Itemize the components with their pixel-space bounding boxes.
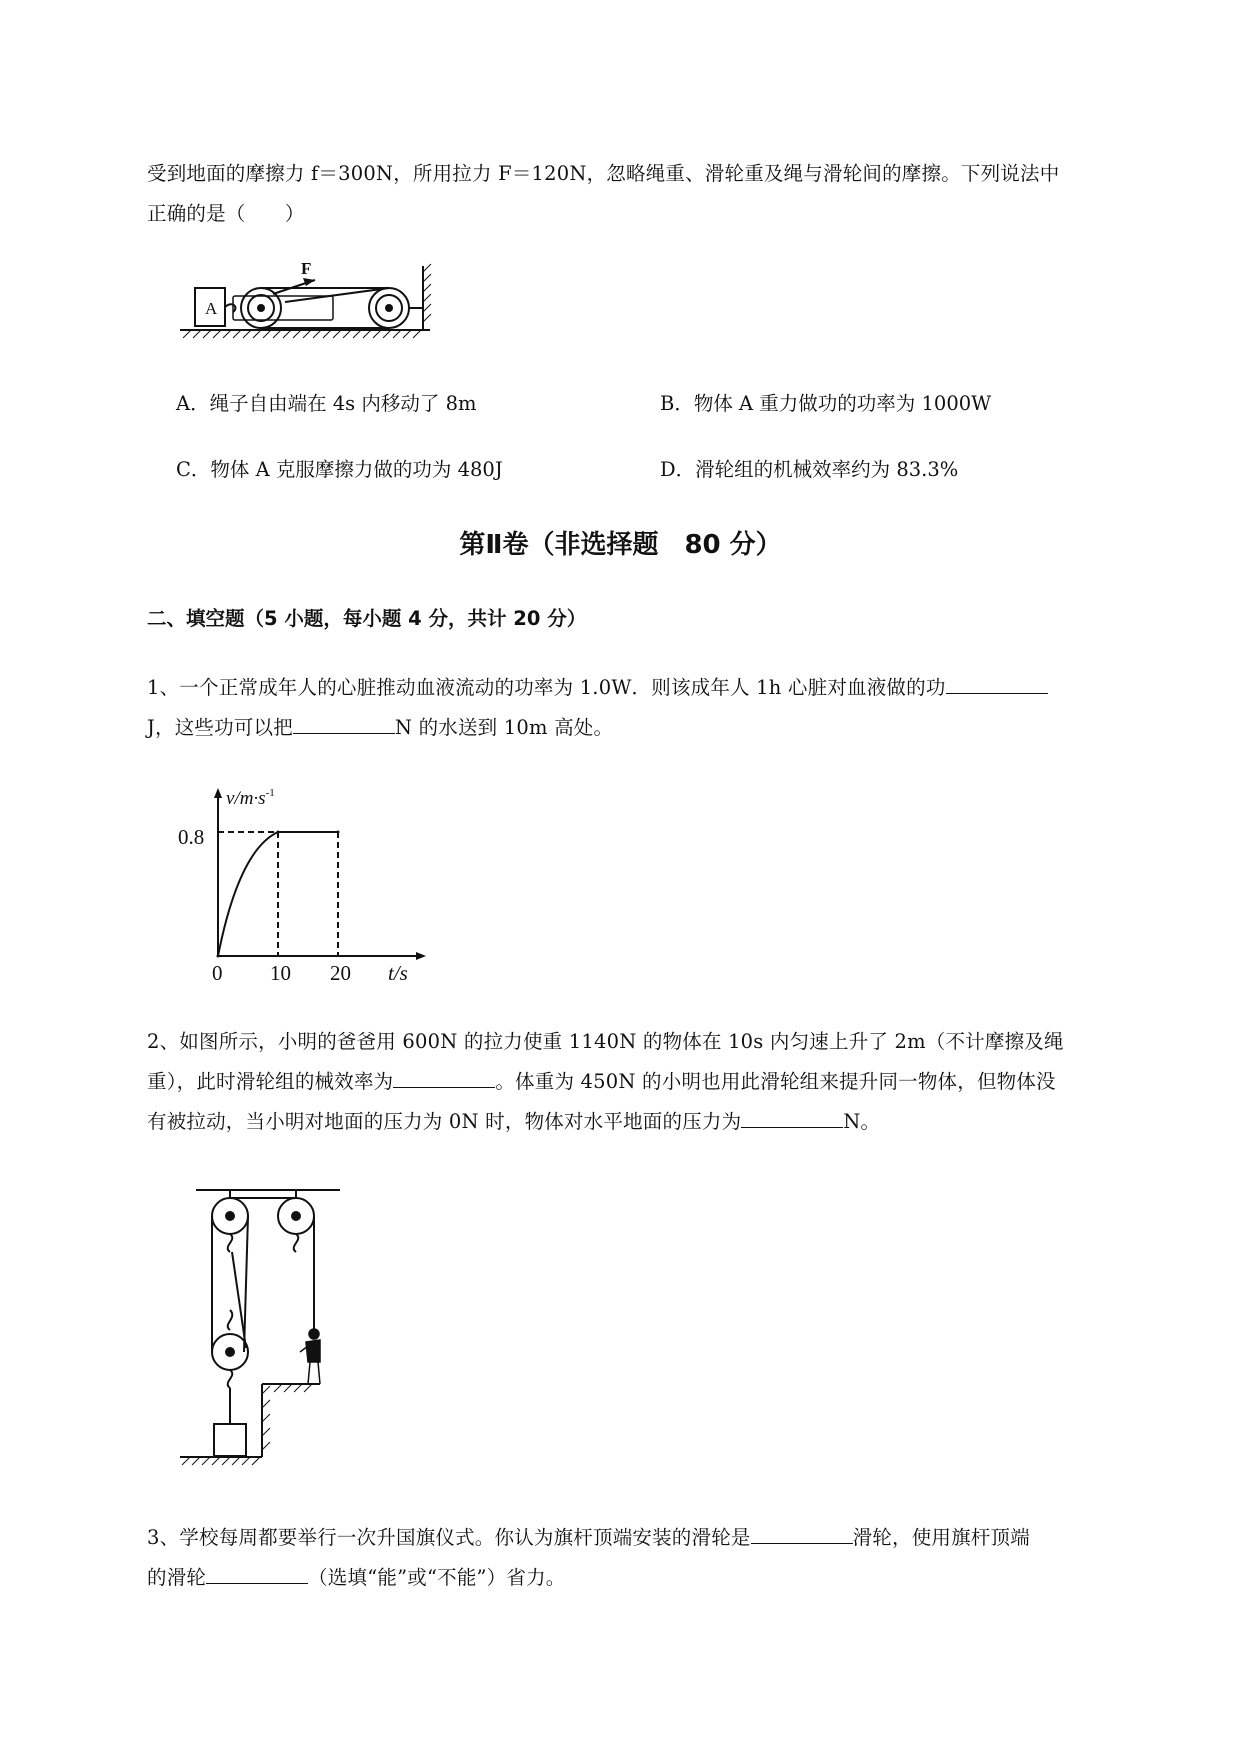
q1-text-2a: J，这些功可以把: [147, 716, 293, 739]
question-stem-line-2: 正确的是（ ）: [147, 202, 305, 225]
q2-text-3b: N。: [843, 1110, 881, 1133]
velocity-time-graph: [170, 782, 440, 985]
x-tick-label-0: 0: [212, 961, 223, 985]
data-point-10: [277, 831, 280, 834]
q2-blank-1[interactable]: [393, 1067, 495, 1088]
data-point-20: [337, 831, 340, 834]
option-a[interactable]: A．绳子自由端在 4s 内移动了 8m: [176, 392, 477, 415]
q2-text-2a: 重），此时滑轮组的械效率为: [147, 1070, 394, 1093]
velocity-curve-acceleration: [218, 832, 278, 956]
q2-line-2: [147, 1066, 1056, 1094]
q3-text-1b: 滑轮，使用旗杆顶端: [852, 1526, 1030, 1549]
q1-text-2b: N 的水送到 10m 高处。: [394, 716, 614, 739]
y-tick-label-0.8: 0.8: [178, 825, 205, 849]
q3-line-1: [147, 1522, 1030, 1550]
x-axis-arrow: [416, 952, 426, 960]
q3-blank-1[interactable]: [751, 1523, 853, 1544]
part-title: 二、填空题（5 小题，每小题 4 分，共计 20 分）: [147, 607, 587, 630]
q3-text-1a: 3、学校每周都要举行一次升国旗仪式。你认为旗杆顶端安装的滑轮是: [147, 1526, 751, 1549]
x-axis-label: t/s: [388, 961, 408, 985]
q3-text-2a: 的滑轮: [147, 1566, 207, 1589]
x-tick-label-20: 20: [330, 961, 351, 985]
option-c[interactable]: C．物体 A 克服摩擦力做的功为 480J: [176, 458, 503, 481]
q3-blank-2[interactable]: [206, 1563, 308, 1584]
y-axis-label: $v/m\cdot s^{-1}$: [226, 787, 275, 809]
q1-blank-2[interactable]: [293, 713, 395, 734]
q3-text-2b: （选填“能”或“不能”）省力。: [308, 1566, 566, 1589]
q2-line-1: 2、如图所示，小明的爸爸用 600N 的拉力使重 1140N 的物体在 10s 内匀速上升了 2m（不计摩擦及绳: [147, 1030, 1064, 1053]
q2-text-2b: 。体重为 450N 的小明也用此滑轮组来提升同一物体，但物体没: [495, 1070, 1056, 1093]
block-a-label: A: [205, 299, 218, 318]
question-stem-line-1: 受到地面的摩擦力 f＝300N，所用拉力 F＝120N，忽略绳重、滑轮重及绳与滑轮间的摩擦。下列说法中: [147, 162, 1060, 185]
pulley-system-figure: [180, 1180, 370, 1465]
q1-line-2: [147, 712, 613, 740]
pulley-block-figure: [175, 258, 445, 348]
option-b[interactable]: B．物体 A 重力做功的功率为 1000W: [660, 392, 992, 415]
option-d[interactable]: D．滑轮组的机械效率约为 83.3%: [660, 458, 959, 481]
q3-line-2: [147, 1562, 566, 1590]
q1-line-1: [147, 672, 1048, 700]
y-axis-arrow: [214, 788, 222, 798]
x-tick-label-10: 10: [270, 961, 291, 985]
data-point-0: [217, 955, 220, 958]
q2-blank-2[interactable]: [741, 1107, 843, 1128]
q2-text-3a: 有被拉动，当小明对地面的压力为 0N 时，物体对水平地面的压力为: [147, 1110, 742, 1133]
q2-line-3: [147, 1106, 880, 1134]
q1-blank-1[interactable]: [946, 673, 1048, 694]
q1-text-1: 1、一个正常成年人的心脏推动血液流动的功率为 1.0W．则该成年人 1h 心脏对血液做的功: [147, 676, 946, 699]
force-f-label: F: [301, 259, 312, 278]
section-title: 第Ⅱ卷（非选择题 80 分）: [459, 530, 782, 560]
